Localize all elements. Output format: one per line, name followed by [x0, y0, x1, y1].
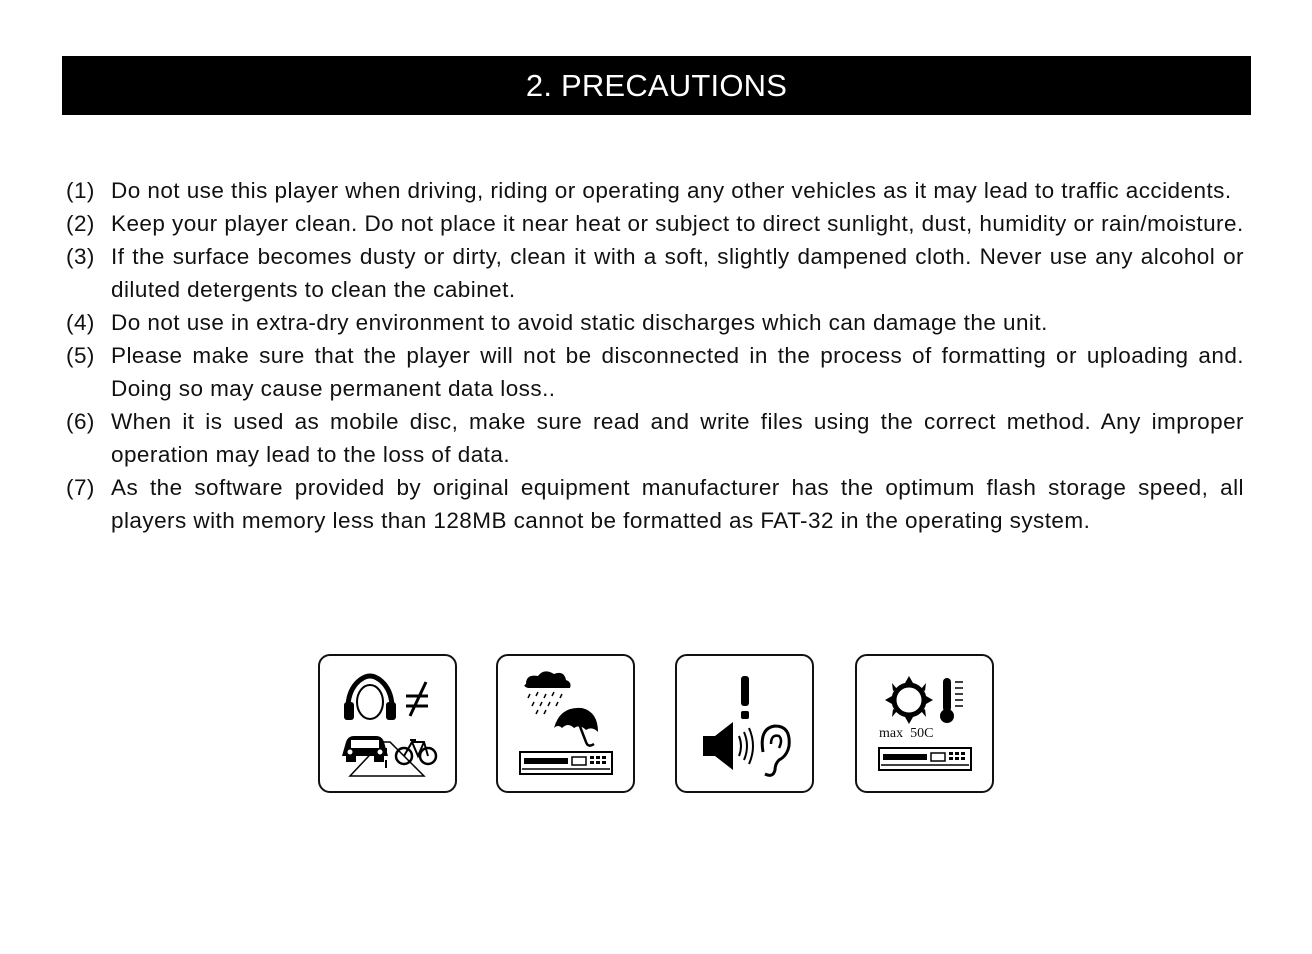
precaution-item-4 — [66, 306, 1244, 339]
item-text: Keep your player clean. Do not place it near heat or subject to direct sunlight, dust, humidity or rain/moisture. — [111, 211, 1244, 236]
precaution-item-3 — [66, 240, 1244, 306]
item-number: (4) — [66, 310, 95, 335]
item-text: As the software provided by original equipment manufacturer has the optimum flash storage speed, all players with memory less than 128MB cannot be formatted as FAT-32 in the operating system. — [111, 475, 1244, 533]
precaution-item-1 — [66, 174, 1244, 207]
item-number: (7) — [66, 475, 95, 500]
max-temperature-icon — [855, 654, 994, 793]
precaution-item-5 — [66, 339, 1244, 405]
precaution-item-2 — [66, 207, 1244, 240]
title-bar — [62, 56, 1251, 115]
item-number: (2) — [66, 211, 95, 236]
item-number: (1) — [66, 178, 95, 203]
no-headphones-while-driving-icon — [318, 654, 457, 793]
rain-protection-icon — [496, 654, 635, 793]
item-number: (6) — [66, 409, 95, 434]
precaution-item-6 — [66, 405, 1244, 471]
precaution-list — [66, 174, 1244, 537]
item-number: (3) — [66, 244, 95, 269]
hearing-volume-warning-icon — [675, 654, 814, 793]
item-text: When it is used as mobile disc, make sure read and write files using the correct method. Any improper operation may lead to the loss of data. — [111, 409, 1244, 467]
item-text: If the surface becomes dusty or dirty, clean it with a soft, slightly dampened cloth. Never use any alcohol or diluted detergents to clean the cabinet. — [111, 244, 1244, 302]
precaution-item-7 — [66, 471, 1244, 537]
item-text: Do not use this player when driving, riding or operating any other vehicles as it may lead to traffic accidents. — [111, 178, 1232, 203]
page-title: 2. PRECAUTIONS — [525, 67, 788, 103]
item-number: (5) — [66, 343, 95, 368]
item-text: Do not use in extra-dry environment to avoid static discharges which can damage the unit. — [111, 310, 1048, 335]
item-text: Please make sure that the player will not be disconnected in the process of formatting or uploading and. Doing so may cause permanent data loss.. — [111, 343, 1244, 401]
max-temperature-label: max 50C — [879, 726, 934, 741]
